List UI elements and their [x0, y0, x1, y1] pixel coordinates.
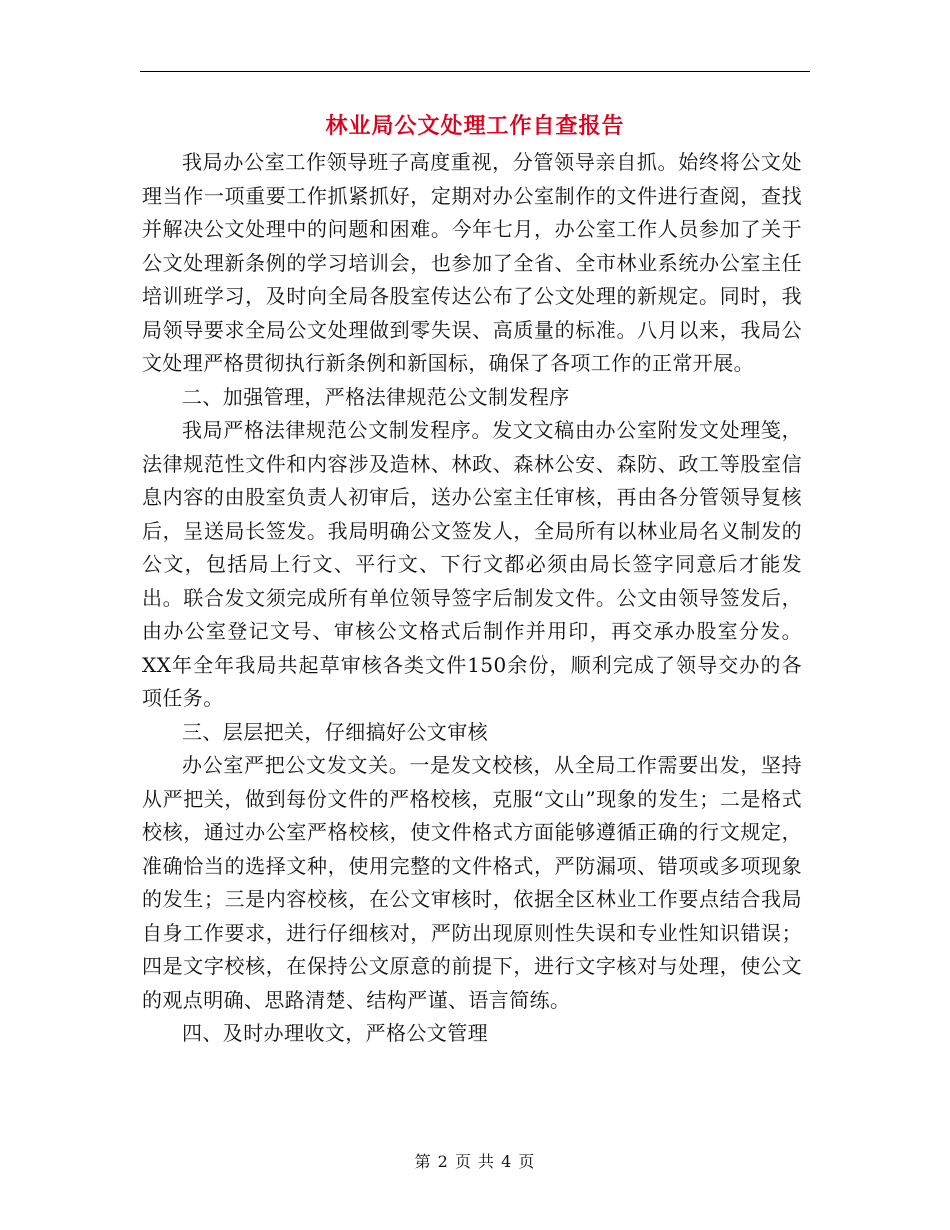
page-footer: 第 2 页 共 4 页: [414, 1152, 536, 1171]
document-title: 林业局公文处理工作自查报告: [325, 113, 625, 139]
section-heading-2: 二、加强管理，严格法律规范公文制发程序: [182, 384, 570, 409]
paragraph-section-2: 我局严格法律规范公文制发程序。发文文稿由办公室附发文处理笺，法律规范性文件和内容涉及造林、林政、森林公安、森防、政工等股室信息内容的由股室负责人初审后，送办公室主任审核，再由各分管领导复核后，呈送局长签发。我局明确公文签发人，全局所有以林业局名义制发的公文，包括局上行文、平行文、下行文都必须由局长签字同意后才能发出。联合发文须完成所有单位领导签字后制发文件。公文由领导签发后，由办公室登记文号、审核公文格式后制作并用印，再交承办股室分发。XX年全年我局共起草审核各类文件150余份，顺利完成了领导交办的各项任务。: [142, 418, 802, 710]
paragraph-intro: 我局办公室工作领导班子高度重视，分管领导亲自抓。始终将公文处理当作一项重要工作抓紧抓好，定期对办公室制作的文件进行查阅，查找并解决公文处理中的问题和困难。今年七月，办公室工作人员参加了关于公文处理新条例的学习培训会，也参加了全省、全市林业系统办公室主任培训班学习，及时向全局各股室传达公布了公文处理的新规定。同时，我局领导要求全局公文处理做到零失误、高质量的标准。八月以来，我局公文处理严格贯彻执行新条例和新国标，确保了各项工作的正常开展。: [142, 150, 802, 375]
header-rule: [140, 71, 810, 72]
section-heading-3: 三、层层把关，仔细搞好公文审核: [182, 719, 488, 744]
paragraph-section-3: 办公室严把公文发文关。一是发文校核，从全局工作需要出发，坚持从严把关，做到每份文件的严格校核，克服“文山”现象的发生；二是格式校核，通过办公室严格校核，使文件格式方面能够遵循正确的行文规定，准确恰当的选择文种，使用完整的文件格式，严防漏项、错项或多项现象的发生；三是内容校核，在公文审核时，依据全区林业工作要点结合我局自身工作要求，进行仔细核对，严防出现原则性失误和专业性知识错误；四是文字校核，在保持公文原意的前提下，进行文字核对与处理，使公文的观点明确、思路清楚、结构严谨、语言简练。: [142, 753, 802, 1012]
section-heading-4: 四、及时办理收文，严格公文管理: [182, 1021, 488, 1045]
document-body: [142, 146, 802, 1051]
